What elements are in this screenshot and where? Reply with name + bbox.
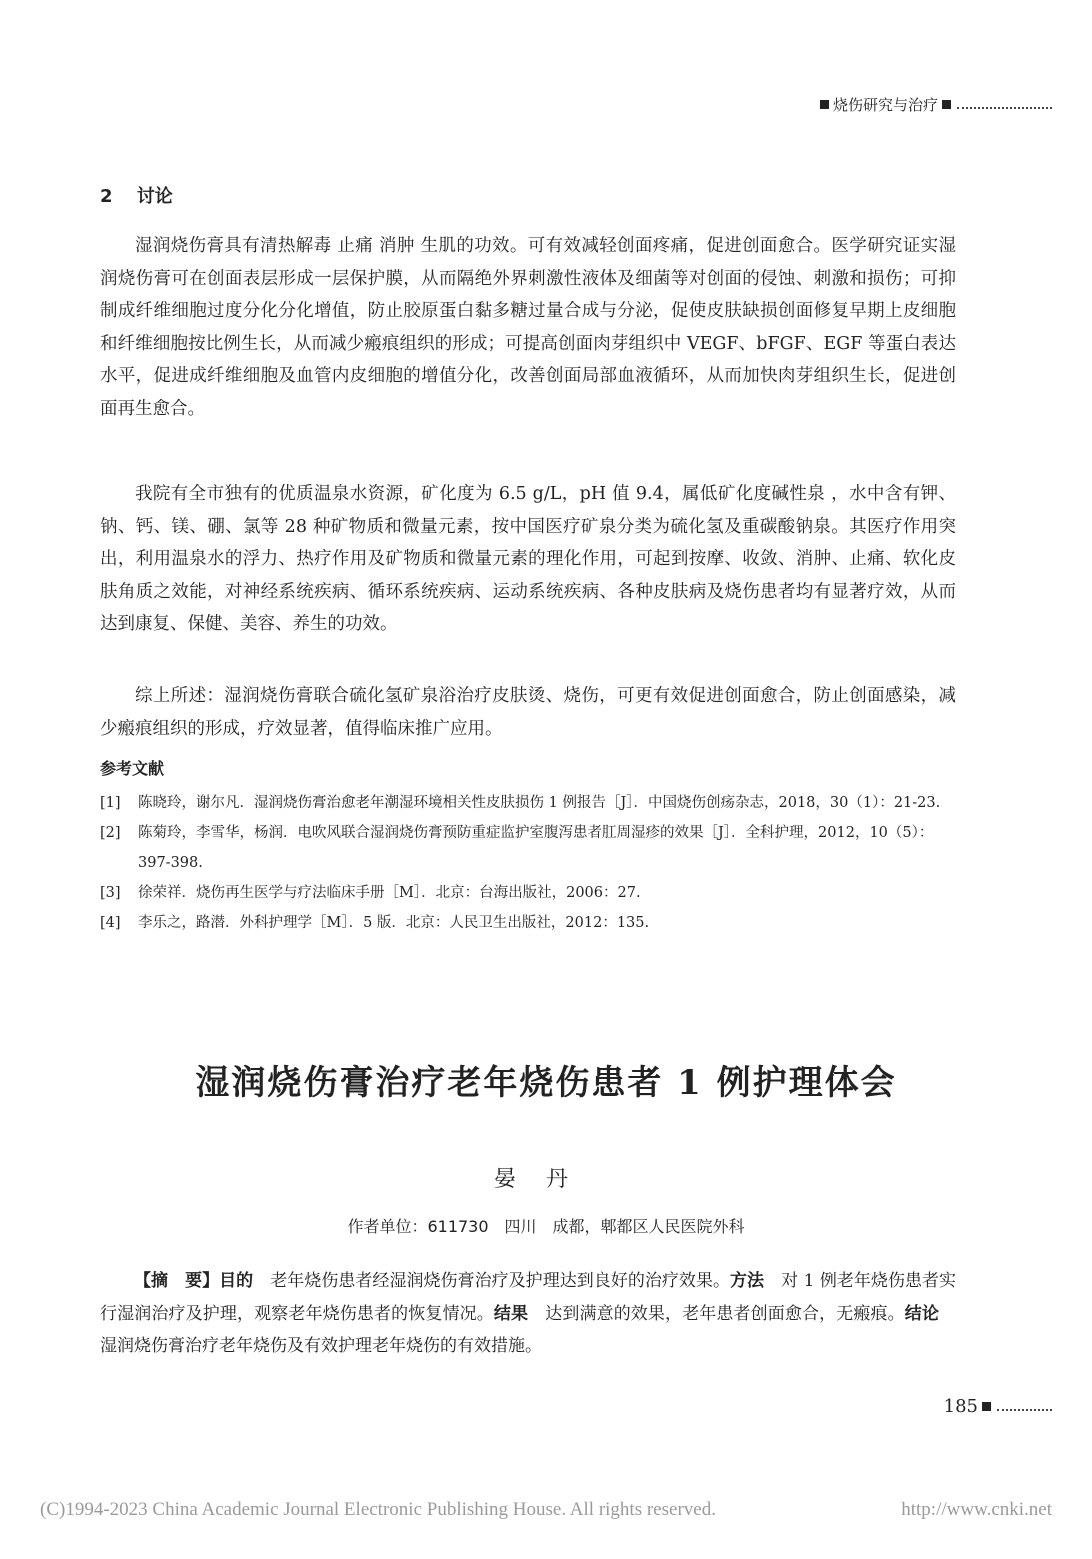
body-paragraph — [100, 680, 956, 745]
result-text: 达到满意的效果，老年患者创面愈合，无瘢痕。 — [528, 1303, 905, 1324]
section-title: 讨论 — [136, 186, 173, 207]
square-bullet-icon — [982, 1402, 991, 1411]
body-paragraph — [100, 230, 956, 425]
article-title: 湿润烧伤膏治疗老年烧伤患者 1 例护理体会 — [195, 1063, 897, 1103]
paragraph-text: 湿润烧伤膏具有清热解毒 止痛 消肿 生肌的功效。可有效减轻创面疼痛，促进创面愈合。医学研究证实湿润烧伤膏可在创面表层形成一层保护膜，从而隔绝外界刺激性液体及细菌等对创面的侵蚀、刺激和损伤；可抑制成纤维细胞过度分化分化增值，防止胶原蛋白黏多糖过量合成与分泌，促使皮肤缺损创面修复早期上皮细胞和纤维细胞按比例生长，从而减少瘢痕组织的形成；可提高创面肉芽组织中 VEGF、bFGF、EGF 等蛋白表达水平，促进成纤维细胞及血管内皮细胞的增值分化，改善创面局部血液循环，从而加快肉芽组织生长，促进创面再生愈合。 — [100, 236, 956, 419]
running-title: 烧伤研究与治疗 — [832, 96, 938, 114]
method-label: 方法 — [730, 1271, 765, 1291]
article-author: 晏丹 — [493, 1167, 598, 1192]
square-bullet-icon — [820, 100, 829, 109]
reference-text: 陈菊玲，李雪华，杨润．电吹风联合湿润烧伤膏预防重症监护室腹泻患者肛周湿疹的效果［J］．全科护理，2012，10（5）：397-398. — [138, 825, 934, 871]
body-paragraph — [100, 478, 956, 641]
reference-number: [2] — [100, 825, 121, 841]
source-url: http://www.cnki.net — [901, 1499, 1052, 1520]
reference-list — [100, 788, 960, 938]
reference-item — [100, 818, 960, 878]
purpose-text: 老年烧伤患者经湿润烧伤膏治疗及护理达到良好的治疗效果。 — [253, 1271, 731, 1291]
result-label: 结果 — [493, 1303, 529, 1324]
copyright-text: (C)1994-2023 China Academic Journal Electronic Publishing House. All rights reserved. — [40, 1499, 716, 1520]
dotted-leader — [997, 1409, 1052, 1411]
running-header — [820, 94, 1052, 115]
section-heading — [100, 182, 173, 208]
page-number: 185 — [943, 1396, 978, 1417]
reference-number: [4] — [100, 915, 121, 931]
reference-number: [3] — [100, 885, 121, 901]
square-bullet-icon — [942, 100, 951, 109]
page-footer — [944, 1396, 1052, 1417]
abstract-label: 【摘 要】 — [134, 1271, 220, 1291]
author-affiliation: 作者单位：611730 四川 成都，郫都区人民医院外科 — [347, 1217, 745, 1236]
section-number: 2 — [100, 186, 113, 207]
reference-item — [100, 878, 960, 908]
conclusion-text: 湿润烧伤膏治疗老年烧伤及有效护理老年烧伤的有效措施。 — [100, 1303, 957, 1356]
dotted-leader — [957, 107, 1052, 109]
abstract — [100, 1265, 956, 1363]
reference-text: 徐荣祥．烧伤再生医学与疗法临床手册［M］．北京：台海出版社，2006：27. — [138, 885, 641, 901]
paragraph-text: 综上所述：湿润烧伤膏联合硫化氢矿泉浴治疗皮肤烫、烧伤，可更有效促进创面愈合，防止创面感染，减少瘢痕组织的形成，疗效显著，值得临床推广应用。 — [100, 686, 956, 739]
copyright-bar — [40, 1499, 1052, 1521]
purpose-label: 目的 — [219, 1271, 254, 1291]
reference-text: 李乐之，路潜．外科护理学［M］．5 版．北京：人民卫生出版社，2012：135. — [138, 915, 650, 931]
references-heading: 参考文献 — [100, 759, 165, 778]
reference-text: 陈晓玲，谢尔凡．湿润烧伤膏治愈老年潮湿环境相关性皮肤损伤 1 例报告［J］．中国烧伤创疡杂志，2018，30（1）：21-23. — [138, 795, 941, 811]
reference-number: [1] — [100, 795, 121, 811]
reference-item — [100, 788, 960, 818]
reference-item — [100, 908, 960, 938]
conclusion-label: 结论 — [904, 1303, 940, 1324]
paragraph-text: 我院有全市独有的优质温泉水资源，矿化度为 6.5 g/L，pH 值 9.4，属低矿化度碱性泉 ，水中含有钾、钠、钙、镁、硼、氯等 28 种矿物质和微量元素，按中国医疗矿泉分类为硫化氢及重碳酸钠泉。其医疗作用突出，利用温泉水的浮力、热疗作用及矿物质和微量元素的理化作用，可起到按摩、收敛、消肿、止痛、软化皮肤角质之效能，对神经系统疾病、循环系统疾病、运动系统疾病、各种皮肤病及烧伤患者均有显著疗效，从而达到康复、保健、美容、养生的功效。 — [100, 484, 956, 634]
method-text: 对 1 例老年烧伤患者实行湿润治疗及护理，观察老年烧伤患者的恢复情况。 — [100, 1271, 957, 1324]
